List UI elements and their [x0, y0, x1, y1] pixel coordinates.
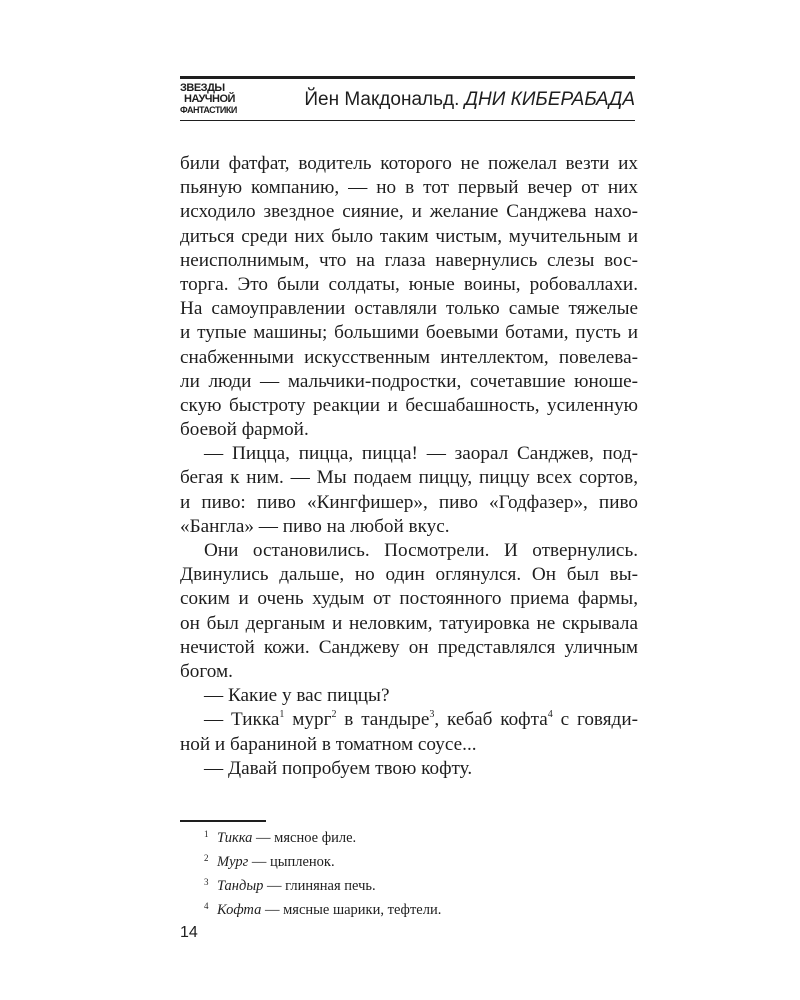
text-line: скую быстроту реакции и бесшабашность, усиленную — [180, 394, 638, 416]
running-header — [180, 76, 635, 124]
series-logo — [180, 83, 250, 116]
text-line: соким и очень худым от постоянного приема фармы, — [180, 588, 638, 610]
text-line: неисполнимым, что на глаза навернулись слезы вос- — [180, 249, 638, 271]
text-line: — Какие у вас пиццы? — [204, 685, 390, 707]
text-line: богом. — [180, 660, 233, 682]
text-line: Двинулись дальше, но один оглянулся. Он был вы- — [180, 564, 638, 586]
footnote-ref: 2 — [331, 709, 337, 721]
footnote-number: 1 — [204, 829, 209, 839]
footnote — [204, 872, 634, 896]
text-line: «Бангла» — пиво на любой вкус. — [180, 515, 450, 537]
footnote — [204, 896, 634, 920]
footnote-text: — мясные шарики, тефтели. — [261, 902, 442, 918]
text-line: пьяную компанию, — но в тот первый вечер от них — [180, 177, 638, 199]
text-segment: — Тикка — [204, 709, 280, 731]
text-segment: с говяди- — [552, 709, 638, 731]
text-line: ной и бараниной в томатном соусе... — [180, 733, 477, 755]
footnote-term: Тандыр — [217, 878, 264, 894]
text-segment: мург — [284, 709, 332, 731]
footnote-text: — глиняная печь. — [263, 878, 376, 894]
logo-line: НАУЧНОЙ — [184, 93, 235, 105]
footnote-ref: 4 — [547, 709, 553, 721]
logo-line: ЗВЕЗДЫ — [180, 82, 225, 94]
footnote-text: — мясное филе. — [252, 830, 357, 846]
text-line: он был дерганым и неловким, татуировка не скрывала — [180, 612, 638, 634]
text-segment: , кебаб кофта — [434, 709, 548, 731]
footnotes — [204, 824, 634, 920]
footnote-text: — цыпленок. — [248, 854, 335, 870]
footnote-number: 3 — [204, 877, 209, 887]
footnote-term: Тикка — [217, 830, 253, 846]
text-line: и пиво: пиво «Кингфишер», пиво «Годфазер», пиво — [180, 491, 638, 513]
logo-line: ФАНТАСТИКИ — [180, 105, 237, 115]
body-text — [180, 152, 638, 781]
text-line: диться среди них было таким чистым, мучительным и — [180, 225, 638, 247]
text-line: — Давай попробуем твою кофту. — [204, 757, 473, 779]
header-top-rule — [180, 76, 635, 79]
author-name: Йен Макдональд. — [304, 89, 460, 110]
text-line: На самоуправлении оставляли только самые тяжелые — [180, 298, 638, 320]
footnote-ref: 3 — [429, 709, 435, 721]
text-line: и тупые машины; большими боевыми ботами, пусть и — [180, 322, 638, 344]
text-line: ли люди — мальчики-подростки, сочетавшие юноше- — [180, 370, 638, 392]
text-line: исходило звездное сияние, и желание Санджева нахо- — [180, 201, 638, 223]
text-line: боевой фармой. — [180, 419, 309, 441]
text-line: били фатфат, водитель которого не пожелал везти их — [180, 153, 638, 174]
text-line: — Пицца, пицца, пицца! — заорал Санджев, под- — [204, 443, 638, 465]
footnote — [204, 848, 634, 872]
footnote-term: Мург — [217, 854, 249, 870]
running-head — [304, 89, 635, 111]
text-line: нечистой кожи. Санджеву он представлялся уличным — [180, 636, 638, 658]
text-line: Они остановились. Посмотрели. И отвернулись. — [204, 540, 638, 561]
text-line: торга. Это были солдаты, юные воины, робоваллахи. — [180, 273, 638, 295]
text-line-with-footnote-refs — [180, 708, 638, 732]
footnote-number: 2 — [204, 853, 209, 863]
footnote — [204, 824, 634, 848]
footnote-number: 4 — [204, 901, 209, 911]
footnote-ref: 1 — [279, 709, 285, 721]
text-line: снабженными искусственным интеллектом, повелева- — [180, 346, 638, 368]
text-line: бегая к ним. — Мы подаем пиццу, пиццу всех сортов, — [180, 467, 638, 489]
text-segment: в тандыре — [336, 709, 430, 731]
footnote-term: Кофта — [217, 902, 262, 918]
header-bottom-rule — [180, 120, 635, 121]
page-number: 14 — [180, 924, 198, 941]
footnote-separator — [180, 820, 266, 822]
book-title: ДНИ КИБЕРАБАДА — [464, 89, 635, 110]
